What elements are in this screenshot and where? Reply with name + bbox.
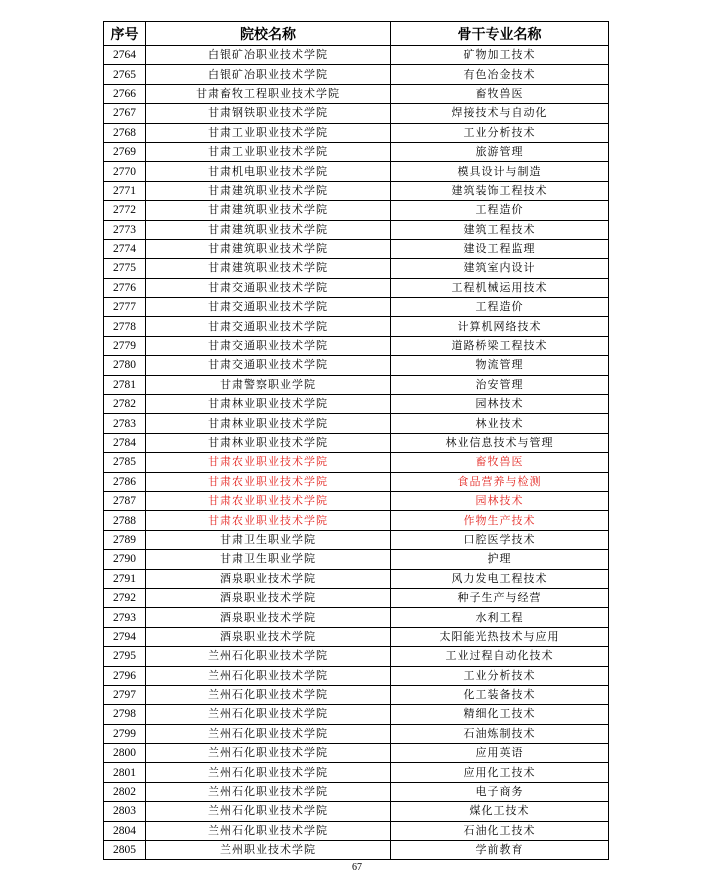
row-major-name: 园林技术: [391, 491, 609, 510]
row-serial-number: 2801: [104, 763, 146, 782]
table-row: [104, 317, 609, 336]
row-school-name: 甘肃农业职业技术学院: [146, 491, 391, 510]
row-school-name: 甘肃畜牧工程职业技术学院: [146, 84, 391, 103]
table-row: [104, 395, 609, 414]
row-school-name: 甘肃交通职业技术学院: [146, 317, 391, 336]
table-row: [104, 705, 609, 724]
table-row: [104, 356, 609, 375]
row-serial-number: 2778: [104, 317, 146, 336]
table-row: [104, 802, 609, 821]
row-school-name: 甘肃钢铁职业技术学院: [146, 104, 391, 123]
row-school-name: 白银矿冶职业技术学院: [146, 46, 391, 65]
row-major-name: 工业分析技术: [391, 666, 609, 685]
row-major-name: 计算机网络技术: [391, 317, 609, 336]
row-major-name: 旅游管理: [391, 142, 609, 161]
row-major-name: 物流管理: [391, 356, 609, 375]
table-row: [104, 181, 609, 200]
table-row: [104, 569, 609, 588]
table-row: [104, 433, 609, 452]
row-major-name: 建筑室内设计: [391, 259, 609, 278]
row-major-name: 建设工程监理: [391, 239, 609, 258]
row-major-name: 焊接技术与自动化: [391, 104, 609, 123]
table-row: [104, 608, 609, 627]
row-serial-number: 2780: [104, 356, 146, 375]
row-serial-number: 2787: [104, 491, 146, 510]
row-school-name: 甘肃建筑职业技术学院: [146, 220, 391, 239]
table-row: [104, 511, 609, 530]
row-school-name: 甘肃交通职业技术学院: [146, 336, 391, 355]
row-school-name: 兰州石化职业技术学院: [146, 647, 391, 666]
row-major-name: 工业过程自动化技术: [391, 647, 609, 666]
row-school-name: 甘肃卫生职业学院: [146, 550, 391, 569]
row-school-name: 甘肃建筑职业技术学院: [146, 201, 391, 220]
table-row: [104, 453, 609, 472]
row-school-name: 甘肃警察职业学院: [146, 375, 391, 394]
row-major-name: 水利工程: [391, 608, 609, 627]
row-serial-number: 2796: [104, 666, 146, 685]
row-serial-number: 2770: [104, 162, 146, 181]
row-serial-number: 2788: [104, 511, 146, 530]
table-row: [104, 744, 609, 763]
row-major-name: 精细化工技术: [391, 705, 609, 724]
row-serial-number: 2767: [104, 104, 146, 123]
table-row: [104, 162, 609, 181]
row-serial-number: 2805: [104, 841, 146, 860]
row-major-name: 工程机械运用技术: [391, 278, 609, 297]
row-school-name: 甘肃工业职业技术学院: [146, 142, 391, 161]
row-major-name: 建筑装饰工程技术: [391, 181, 609, 200]
row-school-name: 酒泉职业技术学院: [146, 588, 391, 607]
row-serial-number: 2768: [104, 123, 146, 142]
row-major-name: 化工装备技术: [391, 685, 609, 704]
table-row: [104, 201, 609, 220]
table-row: [104, 298, 609, 317]
table-row: [104, 84, 609, 103]
row-serial-number: 2789: [104, 530, 146, 549]
table-row: [104, 278, 609, 297]
table-row: [104, 46, 609, 65]
row-school-name: 甘肃工业职业技术学院: [146, 123, 391, 142]
row-major-name: 作物生产技术: [391, 511, 609, 530]
row-serial-number: 2802: [104, 782, 146, 801]
row-school-name: 甘肃林业职业技术学院: [146, 395, 391, 414]
table-row: [104, 65, 609, 84]
table-row: [104, 336, 609, 355]
row-major-name: 林业技术: [391, 414, 609, 433]
row-serial-number: 2797: [104, 685, 146, 704]
header-major-name: 骨干专业名称: [391, 22, 609, 46]
row-major-name: 道路桥梁工程技术: [391, 336, 609, 355]
row-school-name: 兰州石化职业技术学院: [146, 821, 391, 840]
row-school-name: 甘肃机电职业技术学院: [146, 162, 391, 181]
row-school-name: 甘肃农业职业技术学院: [146, 472, 391, 491]
table-row: [104, 666, 609, 685]
row-school-name: 酒泉职业技术学院: [146, 627, 391, 646]
row-major-name: 畜牧兽医: [391, 453, 609, 472]
row-school-name: 甘肃农业职业技术学院: [146, 511, 391, 530]
row-major-name: 太阳能光热技术与应用: [391, 627, 609, 646]
row-school-name: 兰州石化职业技术学院: [146, 666, 391, 685]
row-major-name: 工程造价: [391, 298, 609, 317]
table-header-row: [104, 22, 609, 46]
row-serial-number: 2782: [104, 395, 146, 414]
table-row: [104, 530, 609, 549]
row-serial-number: 2777: [104, 298, 146, 317]
table-row: [104, 685, 609, 704]
table-row: [104, 239, 609, 258]
row-serial-number: 2779: [104, 336, 146, 355]
row-serial-number: 2776: [104, 278, 146, 297]
row-serial-number: 2790: [104, 550, 146, 569]
table-row: [104, 550, 609, 569]
row-major-name: 护理: [391, 550, 609, 569]
row-serial-number: 2771: [104, 181, 146, 200]
table-row: [104, 375, 609, 394]
row-serial-number: 2783: [104, 414, 146, 433]
row-major-name: 有色冶金技术: [391, 65, 609, 84]
row-serial-number: 2786: [104, 472, 146, 491]
table-row: [104, 782, 609, 801]
row-serial-number: 2785: [104, 453, 146, 472]
row-major-name: 电子商务: [391, 782, 609, 801]
row-school-name: 白银矿冶职业技术学院: [146, 65, 391, 84]
row-serial-number: 2800: [104, 744, 146, 763]
document-page: [103, 21, 608, 860]
table-body: [104, 46, 609, 860]
row-serial-number: 2775: [104, 259, 146, 278]
table-row: [104, 104, 609, 123]
row-major-name: 建筑工程技术: [391, 220, 609, 239]
table-row: [104, 472, 609, 491]
row-major-name: 工程造价: [391, 201, 609, 220]
row-major-name: 应用英语: [391, 744, 609, 763]
row-school-name: 甘肃交通职业技术学院: [146, 278, 391, 297]
row-school-name: 兰州石化职业技术学院: [146, 724, 391, 743]
row-serial-number: 2765: [104, 65, 146, 84]
row-serial-number: 2793: [104, 608, 146, 627]
row-serial-number: 2799: [104, 724, 146, 743]
major-table: [103, 21, 609, 860]
row-serial-number: 2766: [104, 84, 146, 103]
table-row: [104, 220, 609, 239]
table-row: [104, 763, 609, 782]
row-serial-number: 2774: [104, 239, 146, 258]
row-major-name: 模具设计与制造: [391, 162, 609, 181]
row-school-name: 甘肃林业职业技术学院: [146, 433, 391, 452]
header-serial-number: 序号: [104, 22, 146, 46]
table-row: [104, 647, 609, 666]
row-major-name: 煤化工技术: [391, 802, 609, 821]
row-school-name: 甘肃卫生职业学院: [146, 530, 391, 549]
row-major-name: 矿物加工技术: [391, 46, 609, 65]
table-row: [104, 259, 609, 278]
row-serial-number: 2795: [104, 647, 146, 666]
row-serial-number: 2769: [104, 142, 146, 161]
row-major-name: 口腔医学技术: [391, 530, 609, 549]
row-major-name: 风力发电工程技术: [391, 569, 609, 588]
row-school-name: 甘肃建筑职业技术学院: [146, 259, 391, 278]
row-school-name: 兰州石化职业技术学院: [146, 705, 391, 724]
row-school-name: 兰州石化职业技术学院: [146, 744, 391, 763]
table-row: [104, 142, 609, 161]
row-major-name: 石油化工技术: [391, 821, 609, 840]
row-school-name: 甘肃建筑职业技术学院: [146, 239, 391, 258]
row-school-name: 兰州石化职业技术学院: [146, 685, 391, 704]
row-serial-number: 2764: [104, 46, 146, 65]
row-school-name: 甘肃交通职业技术学院: [146, 356, 391, 375]
row-school-name: 酒泉职业技术学院: [146, 608, 391, 627]
row-serial-number: 2772: [104, 201, 146, 220]
row-serial-number: 2803: [104, 802, 146, 821]
table-row: [104, 491, 609, 510]
row-major-name: 园林技术: [391, 395, 609, 414]
header-school-name: 院校名称: [146, 22, 391, 46]
row-serial-number: 2773: [104, 220, 146, 239]
row-major-name: 石油炼制技术: [391, 724, 609, 743]
row-serial-number: 2791: [104, 569, 146, 588]
row-serial-number: 2784: [104, 433, 146, 452]
row-major-name: 种子生产与经营: [391, 588, 609, 607]
row-school-name: 兰州石化职业技术学院: [146, 782, 391, 801]
row-school-name: 甘肃林业职业技术学院: [146, 414, 391, 433]
row-major-name: 畜牧兽医: [391, 84, 609, 103]
row-school-name: 兰州职业技术学院: [146, 841, 391, 860]
row-major-name: 应用化工技术: [391, 763, 609, 782]
table-row: [104, 123, 609, 142]
row-school-name: 兰州石化职业技术学院: [146, 763, 391, 782]
row-serial-number: 2794: [104, 627, 146, 646]
table-row: [104, 724, 609, 743]
row-major-name: 食品营养与检测: [391, 472, 609, 491]
table-row: [104, 588, 609, 607]
table-row: [104, 414, 609, 433]
row-school-name: 兰州石化职业技术学院: [146, 802, 391, 821]
row-major-name: 学前教育: [391, 841, 609, 860]
row-school-name: 甘肃农业职业技术学院: [146, 453, 391, 472]
row-major-name: 工业分析技术: [391, 123, 609, 142]
table-row: [104, 627, 609, 646]
row-serial-number: 2798: [104, 705, 146, 724]
page-number: 67: [352, 862, 362, 873]
row-serial-number: 2804: [104, 821, 146, 840]
table-row: [104, 841, 609, 860]
row-serial-number: 2781: [104, 375, 146, 394]
row-major-name: 林业信息技术与管理: [391, 433, 609, 452]
row-serial-number: 2792: [104, 588, 146, 607]
table-row: [104, 821, 609, 840]
row-school-name: 酒泉职业技术学院: [146, 569, 391, 588]
row-school-name: 甘肃交通职业技术学院: [146, 298, 391, 317]
row-school-name: 甘肃建筑职业技术学院: [146, 181, 391, 200]
row-major-name: 治安管理: [391, 375, 609, 394]
